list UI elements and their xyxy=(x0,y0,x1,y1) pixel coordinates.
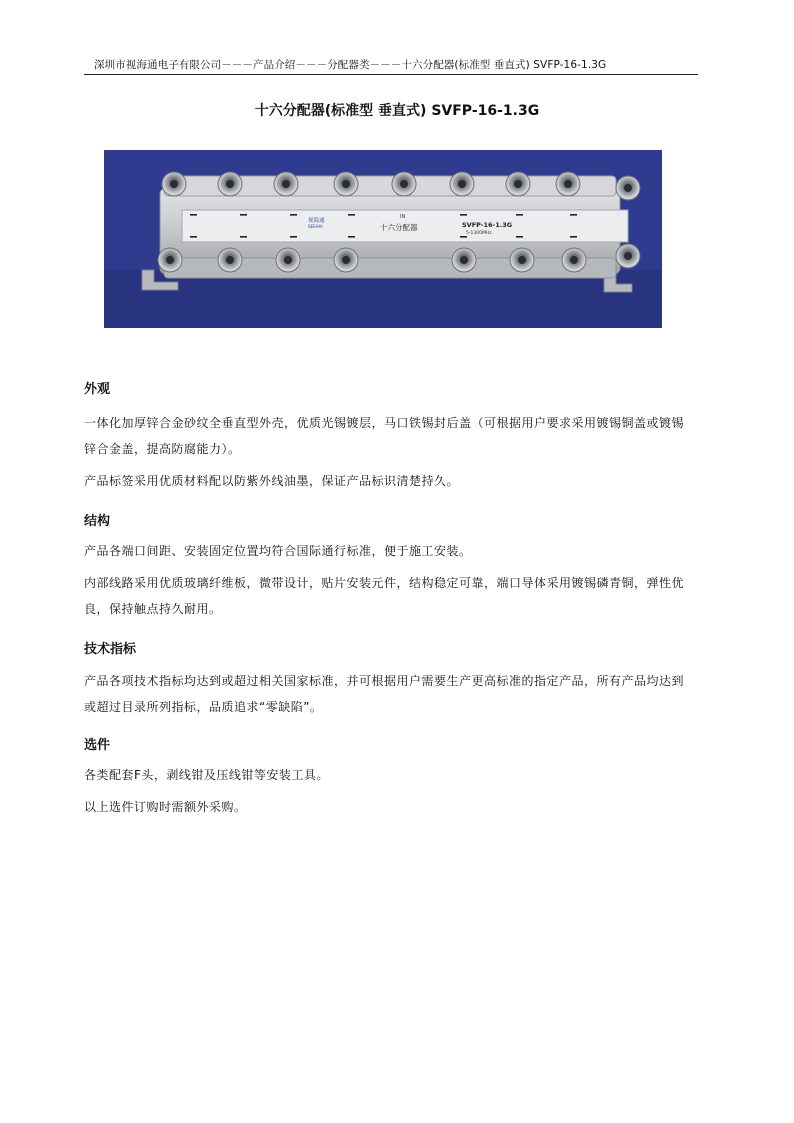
product-photo xyxy=(104,150,662,328)
label-brand-en: SEEHAI xyxy=(308,224,323,229)
paragraph: 各类配套F头，剥线钳及压线钳等安装工具。 xyxy=(84,768,329,782)
section-heading-specs: 技术指标 xyxy=(84,642,137,657)
header-text: 深圳市视海通电子有限公司－－－产品介绍－－－分配器类－－－十六分配器(标准型 垂直式) SVFP-16-1.3G xyxy=(94,59,607,71)
paragraph: 一体化加厚锌合金砂纹全垂直型外壳，优质光锡镀层，马口铁锡封后盖（可根据用户要求采用镀锡铜盖或镀锡锌合金盖，提高防腐能力）。 xyxy=(84,416,685,456)
section-heading-structure: 结构 xyxy=(84,514,111,529)
label-brand: 视海通 xyxy=(308,218,325,224)
paragraph: 内部线路采用优质玻璃纤维板，微带设计，贴片安装元件，结构稳定可靠，端口导体采用镀锡磷青铜，弹性优良，保持触点持久耐用。 xyxy=(84,576,685,616)
top-ports xyxy=(162,172,640,200)
section-heading-appearance: 外观 xyxy=(84,382,111,397)
page-header xyxy=(84,52,698,75)
paragraph: 产品各端口间距、安装固定位置均符合国际通行标准，便于施工安装。 xyxy=(84,544,472,558)
section-heading-options: 选件 xyxy=(84,738,111,753)
label-name: 十六分配器 xyxy=(380,223,418,232)
paragraph: 产品各项技术指标均达到或超过相关国家标准，并可根据用户需要生产更高标准的指定产品，所有产品均达到或超过目录所列指标，品质追求“零缺陷”。 xyxy=(84,674,685,714)
label-in: IN xyxy=(400,214,406,220)
paragraph: 产品标签采用优质材料配以防紫外线油墨，保证产品标识清楚持久。 xyxy=(84,474,460,488)
paragraph: 以上选件订购时需额外采购。 xyxy=(84,800,247,814)
page-title: 十六分配器(标准型 垂直式) SVFP-16-1.3G xyxy=(254,103,540,119)
label-freq: 5-1300MHz xyxy=(466,231,492,236)
label-model: SVFP-16-1.3G xyxy=(462,221,513,229)
